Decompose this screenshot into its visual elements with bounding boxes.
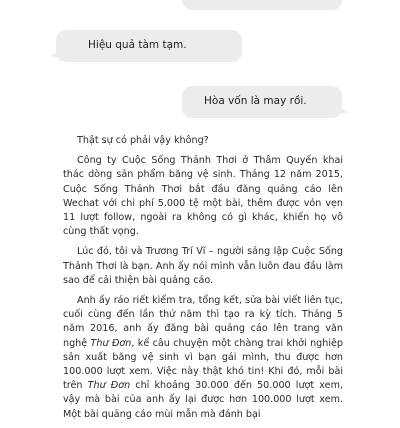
body-text [63,134,343,428]
sent-message-text: Hòa vốn là may rồi. [204,95,307,107]
paragraph-1: Thật sự có phải vậy không? [77,135,209,146]
received-message-bubble [56,30,242,62]
paragraph-2: Công ty Cuộc Sống Thảnh Thơi ở Thâm Quyến khai thác dòng sản phẩm băng vệ sinh. Tháng 12 năm 2015, Cuộc Sống Thảnh Thơi bắt đầu đăng quảng cáo lên Wechat với chi phí 5.000 tệ một bài, thêm được vỏn vẹn 11 lượt follow, ngoài ra không có gì khác, khiến họ vô cùng thất vọng. [63,155,343,238]
paragraph-3: Lúc đó, tôi và Trương Trí Vĩ – người sáng lập Cuộc Sống Thảnh Thơi là bạn. Anh ấy nói mình vẫn luôn đau đầu làm sao để cải thiện bài quảng cáo. [63,246,343,286]
publication-title: Thư Đơn [90,337,132,349]
paragraph-4-part-b: , kể câu chuyện một chàng trai khởi nghiệp sản xuất băng vệ sinh vì bạn gái mình, thu được hơn 100.000 lượt xem. Việc này thật khó tin! Khi đó, mỗi bài trên [63,337,343,392]
previous-message-bubble [182,0,342,10]
paragraph-4-part-c: chỉ khoảng 30.000 đến 50.000 lượt xem, vậy mà bài của anh ấy lại được hơn 100.000 lượt xem. Một bài quảng cáo mùi mẫn mà đánh bại [63,380,343,420]
paragraph-4-part-a: Anh ấy ráo riết kiểm tra, tổng kết, sửa bài viết liên tục, cuối cùng đến lần thứ năm thì tạo ra kỳ tích. Tháng 5 năm 2016, anh ấy đăng bài quảng cáo lên trang văn nghệ [63,295,343,349]
paragraph-4 [63,294,343,422]
received-message-text: Hiệu quả tàm tạm. [88,39,187,51]
sent-message-bubble [182,86,342,118]
publication-title: Thư Đơn [87,380,131,392]
